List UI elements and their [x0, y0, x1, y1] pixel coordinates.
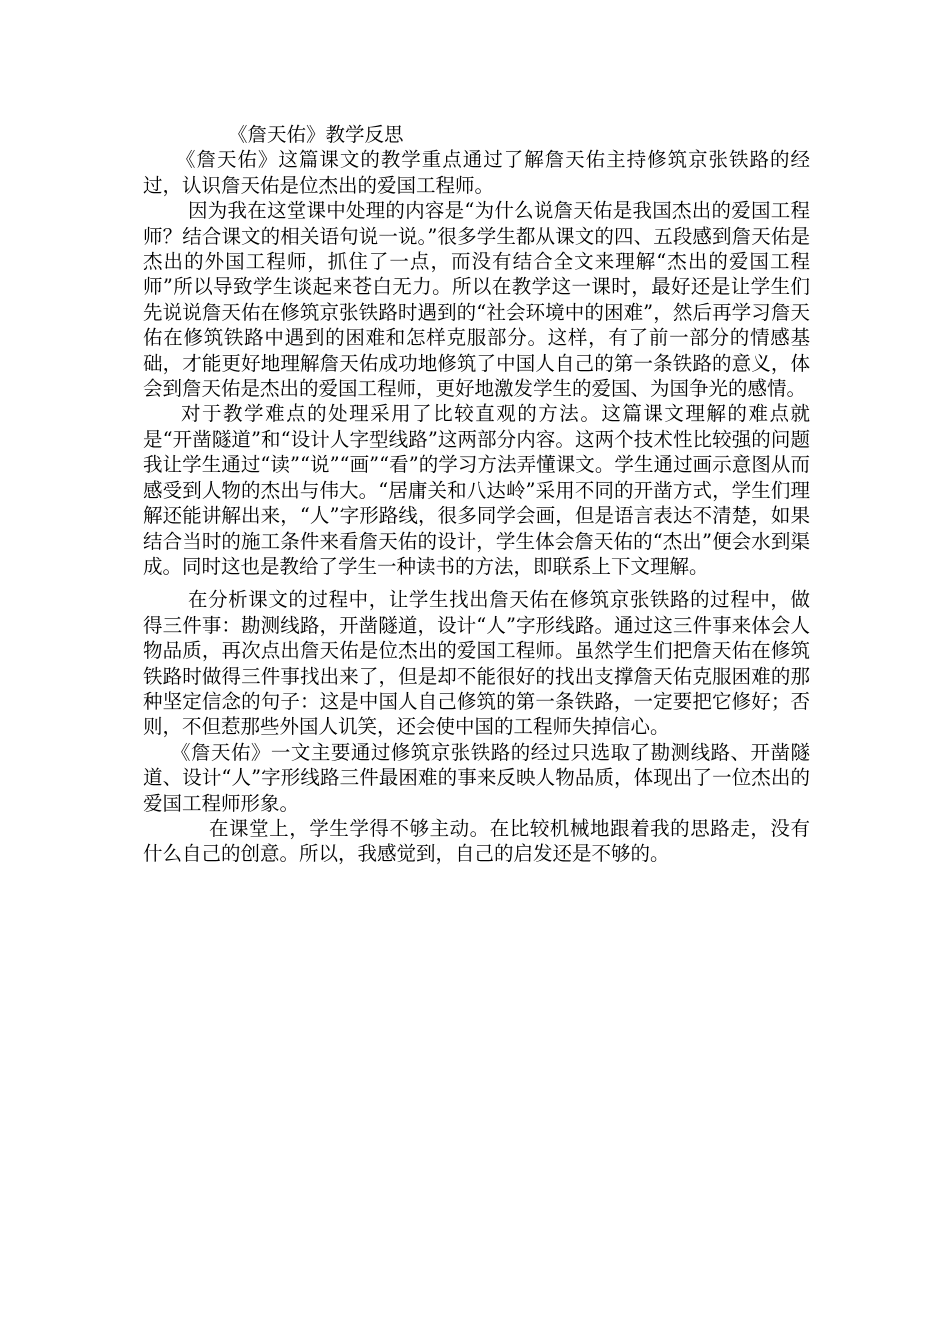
document-body: [143, 122, 810, 867]
paragraph-lesson-content: 因为我在这堂课中处理的内容是“为什么说詹天佑是我国杰出的爱国工程师？结合课文的相关语句说一说。”很多学生都从课文的四、五段感到詹天佑是杰出的外国工程师，抓住了一点，而没有结合全文来理解“杰出的爱国工程师”所以导致学生谈起来苍白无力。所以在教学这一课时，最好还是让学生们先说说詹天佑在修筑京张铁路时遇到的“社会环境中的困难”，然后再学习詹天佑在修筑铁路中遇到的困难和怎样克服部分。这样，有了前一部分的情感基础，才能更好地理解詹天佑成功地修筑了中国人自己的第一条铁路的意义，体会到詹天佑是杰出的爱国工程师，更好地激发学生的爱国、为国争光的感情。: [143, 199, 810, 401]
paragraph-reflection: 在课堂上，学生学得不够主动。在比较机械地跟着我的思路走，没有什么自己的创意。所以，我感觉到，自己的启发还是不够的。: [143, 816, 810, 866]
paragraph-teaching-focus: 《詹天佑》这篇课文的教学重点通过了解詹天佑主持修筑京张铁路的经过，认识詹天佑是位杰出的爱国工程师。: [143, 148, 810, 197]
paragraph-text-analysis: 在分析课文的过程中，让学生找出詹天佑在修筑京张铁路的过程中，做得三件事：勘测线路，开凿隧道，设计“人”字形线路。通过这三件事来体会人物品质，再次点出詹天佑是位杰出的爱国工程师。虽然学生们把詹天佑在修筑铁路时做得三件事找出来了，但是却不能很好的找出支撑詹天佑克服困难的那种坚定信念的句子：这是中国人自己修筑的第一条铁路，一定要把它修好；否则，不但惹那些外国人讥笑，还会使中国的工程师失掉信心。: [143, 588, 810, 739]
paragraph-teaching-difficulty: 对于教学难点的处理采用了比较直观的方法。这篇课文理解的难点就是“开凿隧道”和“设计人字型线路”这两部分内容。这两个技术性比较强的问题我让学生通过“读”“说”“画”“看”的学习方法弄懂课文。学生通过画示意图从而感受到人物的杰出与伟大。“居庸关和八达岭”采用不同的开凿方式，学生们理解还能讲解出来，“人”字形路线，很多同学会画，但是语言表达不清楚，如果结合当时的施工条件来看詹天佑的设计，学生体会詹天佑的“杰出”便会水到渠成。同时这也是教给了学生一种读书的方法，即联系上下文理解。: [143, 402, 810, 578]
paragraph-summary: 《詹天佑》一文主要通过修筑京张铁路的经过只选取了勘测线路、开凿隧道、设计“人”字形线路三件最困难的事来反映人物品质，体现出了一位杰出的爱国工程师形象。: [143, 740, 810, 815]
document-title: 《詹天佑》教学反思: [228, 123, 404, 146]
